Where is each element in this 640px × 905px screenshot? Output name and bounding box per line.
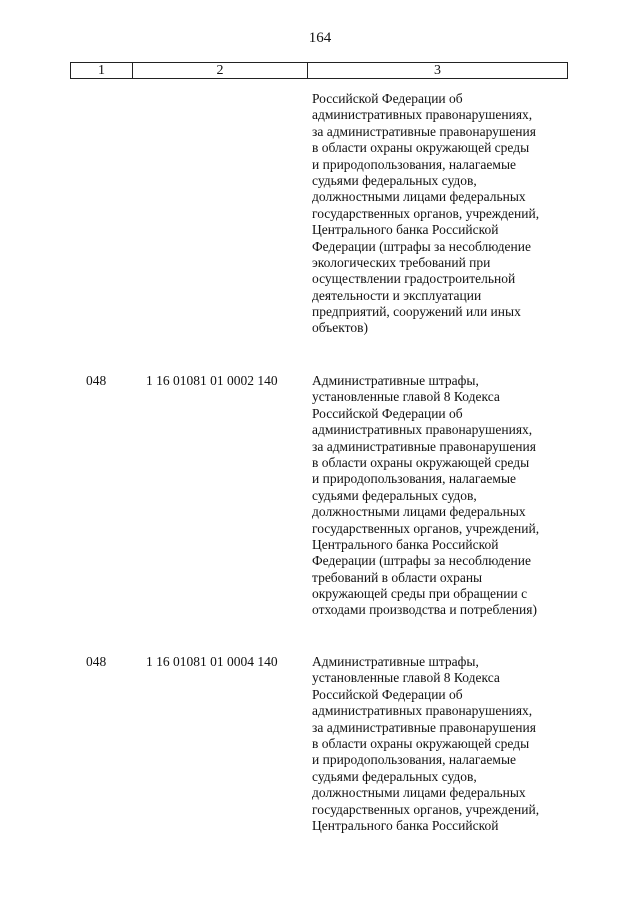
description-line: Административные штрафы, [312,654,479,669]
description-line: судьями федеральных судов, [312,768,477,784]
budget-classification-code: 1 16 01081 01 0002 140 [146,373,278,388]
description-line: установленные главой 8 Кодекса [312,389,500,405]
description-line: за административные правонарушения [312,719,536,735]
description-line: государственных органов, учреждений, [312,801,540,817]
description-line: окружающей среды при обращении с [312,586,528,602]
description-line: предприятий, сооружений или иных [312,304,521,320]
description-line: Федерации (штрафы за несоблюдение [312,238,531,254]
description-line: требований в области охраны [312,569,483,585]
description-line: Центрального банка Российской [312,817,499,833]
header-col-2: 2 [133,63,308,78]
description-line: Российской Федерации об [312,686,463,702]
page-number: 164 [308,30,332,46]
header-col-1: 1 [71,63,133,78]
revenue-description [312,91,564,337]
revenue-description [312,654,564,834]
description-line: и природопользования, налагаемые [312,156,517,172]
description-line: административных правонарушениях, [312,703,533,719]
description-line: осуществлении градостроительной [312,271,516,287]
description-line: за административные правонарушения [312,123,536,139]
description-line: должностными лицами федеральных [312,785,526,801]
description-line: установленные главой 8 Кодекса [312,670,500,686]
description-line: административных правонарушениях, [312,422,533,438]
description-line: судьями федеральных судов, [312,172,477,188]
description-line: объектов) [312,320,368,336]
description-line: Российской Федерации об [312,91,463,106]
description-line: Административные штрафы, [312,373,479,388]
description-line: за административные правонарушения [312,438,536,454]
description-line: государственных органов, учреждений, [312,520,540,536]
description-line: должностными лицами федеральных [312,504,526,520]
description-line: в области охраны окружающей среды [312,140,530,156]
header-col-3: 3 [434,63,441,78]
admin-code: 048 [86,373,107,388]
description-line: деятельности и эксплуатации [312,287,482,303]
description-line: должностными лицами федеральных [312,189,526,205]
description-line: судьями федеральных судов, [312,487,477,503]
description-line: отходами производства и потребления) [312,602,537,618]
description-line: и природопользования, налагаемые [312,471,517,487]
description-line: Российской Федерации об [312,405,463,421]
description-line: и природопользования, налагаемые [312,752,517,768]
table-header [70,62,568,79]
budget-classification-code: 1 16 01081 01 0004 140 [146,654,278,669]
description-line: в области охраны окружающей среды [312,454,530,470]
revenue-description [312,373,564,619]
description-line: Центрального банка Российской [312,536,499,552]
description-line: Центрального банка Российской [312,222,499,238]
description-line: Федерации (штрафы за несоблюдение [312,553,531,569]
description-line: экологических требований при [312,254,491,270]
description-line: государственных органов, учреждений, [312,205,540,221]
admin-code: 048 [86,654,107,669]
description-line: административных правонарушениях, [312,107,533,123]
description-line: в области охраны окружающей среды [312,735,530,751]
